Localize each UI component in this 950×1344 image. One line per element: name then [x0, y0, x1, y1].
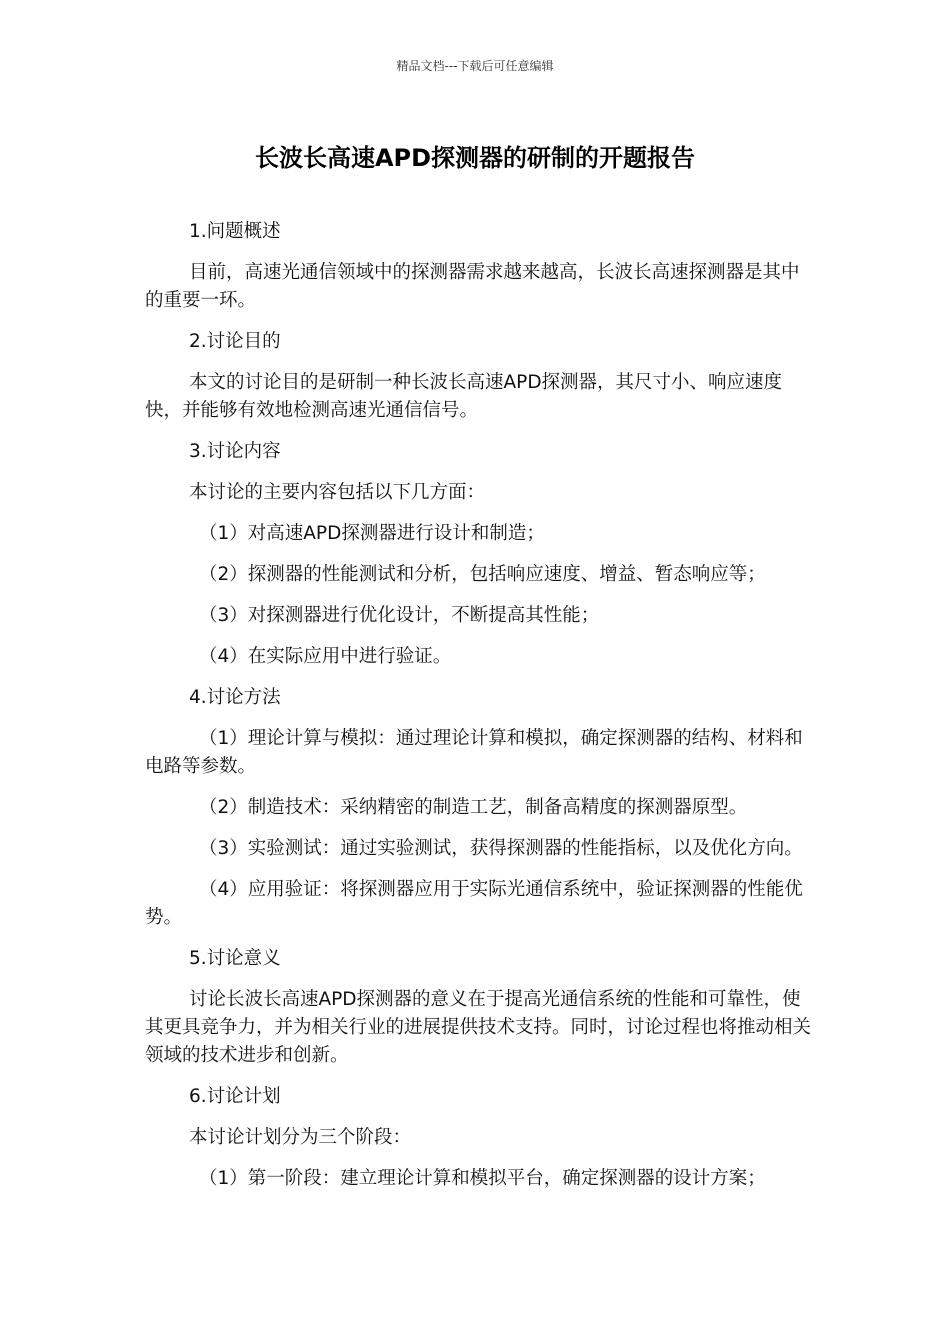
list-item: （2）制造技术：采纳精密的制造工艺，制备高精度的探测器原型。: [199, 797, 748, 818]
list-item: （3）对探测器进行优化设计，不断提高其性能；: [199, 605, 600, 626]
section-heading-6: 6.讨论计划: [189, 1086, 281, 1107]
page-header-note: 精品文档---下载后可任意编辑: [396, 59, 554, 73]
document-title: 长波长高速APD探测器的研制的开题报告: [254, 144, 696, 172]
section-paragraph: 本文的讨论目的是研制一种长波长高速APD探测器，其尺寸小、响应速度快，并能够有效地检测高速光通信信号。: [145, 372, 783, 421]
section-intro: 本讨论的主要内容包括以下几方面：: [189, 482, 486, 503]
list-item: （4）应用验证：将探测器应用于实际光通信系统中，验证探测器的性能优势。: [145, 879, 803, 928]
section-paragraph: 讨论长波长高速APD探测器的意义在于提高光通信系统的性能和可靠性，使其更具竞争力，并为相关行业的进展提供技术支持。同时，讨论过程也将推动相关领域的技术进步和创新。: [145, 989, 812, 1066]
list-item: （4）在实际应用中进行验证。: [199, 646, 452, 667]
section-heading-4: 4.讨论方法: [189, 687, 281, 708]
section-heading-3: 3.讨论内容: [189, 441, 281, 462]
section-heading-5: 5.讨论意义: [189, 948, 281, 969]
list-item: （1）理论计算与模拟：通过理论计算和模拟，确定探测器的结构、材料和电路等参数。: [145, 728, 803, 777]
section-paragraph: 目前，高速光通信领域中的探测器需求越来越高，长波长高速探测器是其中的重要一环。: [145, 262, 800, 311]
document-body: [145, 218, 813, 1193]
list-item: （1）对高速APD探测器进行设计和制造；: [199, 523, 545, 544]
list-item: （3）实验测试：通过实验测试，获得探测器的性能指标，以及优化方向。: [199, 838, 803, 859]
section-heading-2: 2.讨论目的: [189, 331, 281, 352]
list-item: （2）探测器的性能测试和分析，包括响应速度、增益、暂态响应等；: [199, 564, 766, 585]
list-item: （1）第一阶段：建立理论计算和模拟平台，确定探测器的设计方案；: [199, 1168, 766, 1189]
section-heading-1: 1.问题概述: [189, 221, 281, 242]
section-intro: 本讨论计划分为三个阶段：: [189, 1127, 412, 1148]
